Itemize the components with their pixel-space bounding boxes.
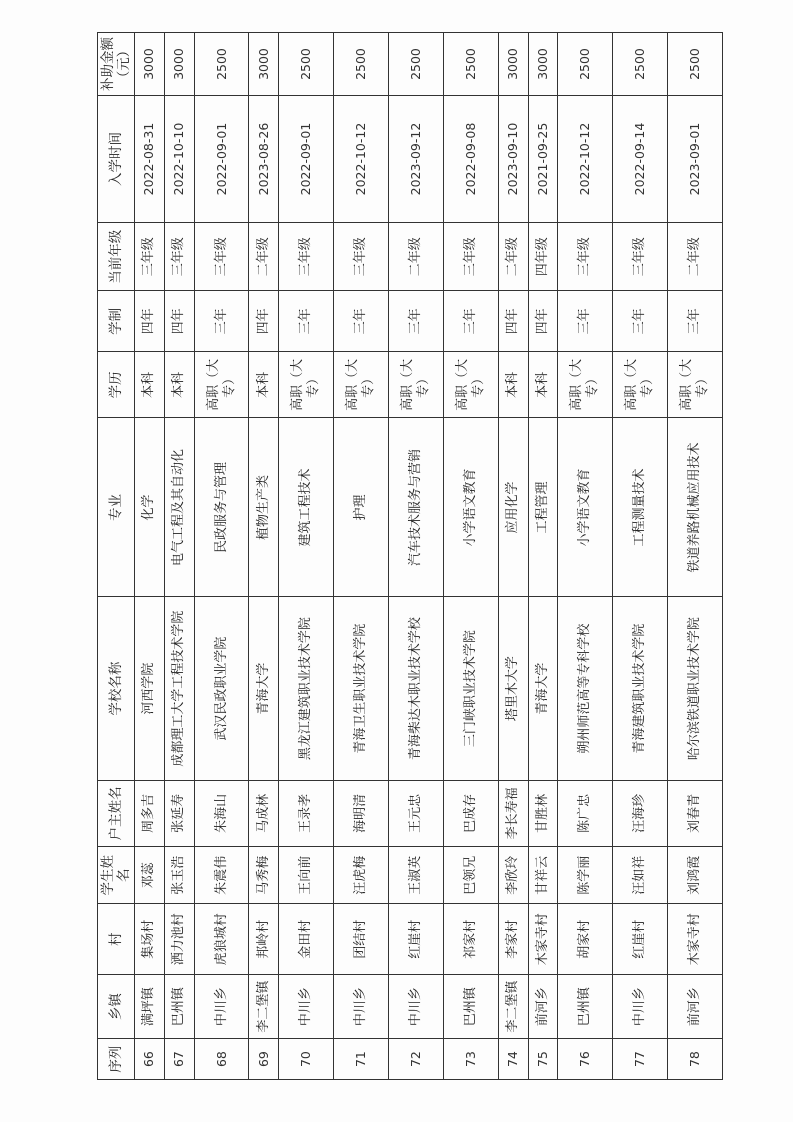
cell-householder-name: 王元忠 xyxy=(388,780,443,846)
cell-current-grade: 三年级 xyxy=(135,223,165,291)
cell-education: 高职（大专） xyxy=(388,352,443,418)
cell-student-name: 朱震伟 xyxy=(194,847,249,904)
cell-enroll-date: 2022-09-14 xyxy=(613,96,668,223)
cell-subsidy-amount: 2500 xyxy=(443,33,498,96)
cell-education: 高职（大专） xyxy=(334,352,389,418)
cell-enroll-date: 2023-09-12 xyxy=(388,96,443,223)
table-row xyxy=(194,33,249,1080)
cell-subsidy-amount: 3000 xyxy=(498,33,528,96)
cell-town: 李二堡镇 xyxy=(249,975,279,1039)
cell-student-name: 王向前 xyxy=(279,847,334,904)
cell-seq: 73 xyxy=(443,1039,498,1080)
header-town: 乡镇 xyxy=(98,975,135,1039)
cell-enroll-date: 2022-09-01 xyxy=(194,96,249,223)
cell-current-grade: 二年级 xyxy=(388,223,443,291)
cell-village: 祁家村 xyxy=(443,904,498,975)
header-program-length: 学制 xyxy=(98,291,135,352)
cell-current-grade: 四年级 xyxy=(528,223,558,291)
cell-school-name: 青海建筑职业技术学院 xyxy=(613,597,668,780)
cell-major: 小学语文教育 xyxy=(558,418,613,597)
cell-current-grade: 三年级 xyxy=(194,223,249,291)
cell-school-name: 青海卫生职业技术学院 xyxy=(334,597,389,780)
cell-town: 前河乡 xyxy=(668,975,723,1039)
cell-town: 前河乡 xyxy=(528,975,558,1039)
cell-seq: 69 xyxy=(249,1039,279,1080)
cell-enroll-date: 2023-08-26 xyxy=(249,96,279,223)
cell-householder-name: 刘春青 xyxy=(668,780,723,846)
cell-current-grade: 三年级 xyxy=(558,223,613,291)
cell-householder-name: 汪海珍 xyxy=(613,780,668,846)
cell-education: 高职（大专） xyxy=(558,352,613,418)
cell-major: 铁道养路机械应用技术 xyxy=(668,418,723,597)
cell-major: 应用化学 xyxy=(498,418,528,597)
cell-major: 电气工程及其自动化 xyxy=(164,418,194,597)
cell-education: 高职（大专） xyxy=(194,352,249,418)
cell-village: 金田村 xyxy=(279,904,334,975)
cell-town: 中川乡 xyxy=(279,975,334,1039)
cell-seq: 72 xyxy=(388,1039,443,1080)
cell-town: 中川乡 xyxy=(388,975,443,1039)
cell-enroll-date: 2022-09-01 xyxy=(279,96,334,223)
cell-major: 汽车技术服务与营销 xyxy=(388,418,443,597)
table-row xyxy=(164,33,194,1080)
table-row xyxy=(613,33,668,1080)
cell-school-name: 黑龙江建筑职业技术学院 xyxy=(279,597,334,780)
table-row xyxy=(249,33,279,1080)
cell-enroll-date: 2022-08-31 xyxy=(135,96,165,223)
cell-subsidy-amount: 3000 xyxy=(528,33,558,96)
cell-subsidy-amount: 2500 xyxy=(668,33,723,96)
cell-student-name: 张玉浩 xyxy=(164,847,194,904)
cell-village: 李家村 xyxy=(498,904,528,975)
cell-major: 工程测量技术 xyxy=(613,418,668,597)
table-row xyxy=(388,33,443,1080)
cell-major: 民政服务与管理 xyxy=(194,418,249,597)
cell-seq: 68 xyxy=(194,1039,249,1080)
header-row xyxy=(98,33,135,1080)
table-row xyxy=(443,33,498,1080)
cell-student-name: 邓蕊 xyxy=(135,847,165,904)
cell-student-name: 王淑英 xyxy=(388,847,443,904)
cell-education: 本科 xyxy=(164,352,194,418)
cell-seq: 78 xyxy=(668,1039,723,1080)
cell-major: 工程管理 xyxy=(528,418,558,597)
cell-town: 巴州镇 xyxy=(558,975,613,1039)
cell-householder-name: 朱海山 xyxy=(194,780,249,846)
cell-village: 红崖村 xyxy=(388,904,443,975)
cell-program-length: 三年 xyxy=(279,291,334,352)
cell-education: 高职（大专） xyxy=(279,352,334,418)
cell-householder-name: 陈广忠 xyxy=(558,780,613,846)
cell-village: 虎狼城村 xyxy=(194,904,249,975)
cell-village: 胡家村 xyxy=(558,904,613,975)
cell-current-grade: 三年级 xyxy=(613,223,668,291)
cell-program-length: 四年 xyxy=(164,291,194,352)
cell-student-name: 巴领兄 xyxy=(443,847,498,904)
cell-student-name: 刘鸿霞 xyxy=(668,847,723,904)
cell-school-name: 哈尔滨铁道职业技术学院 xyxy=(668,597,723,780)
cell-program-length: 三年 xyxy=(443,291,498,352)
cell-town: 中川乡 xyxy=(334,975,389,1039)
cell-seq: 74 xyxy=(498,1039,528,1080)
cell-education: 高职（大专） xyxy=(443,352,498,418)
cell-subsidy-amount: 3000 xyxy=(249,33,279,96)
cell-current-grade: 三年级 xyxy=(164,223,194,291)
table-row xyxy=(528,33,558,1080)
cell-village: 邦岭村 xyxy=(249,904,279,975)
cell-enroll-date: 2022-10-12 xyxy=(558,96,613,223)
cell-subsidy-amount: 3000 xyxy=(135,33,165,96)
table-row xyxy=(558,33,613,1080)
cell-program-length: 三年 xyxy=(668,291,723,352)
header-education: 学历 xyxy=(98,352,135,418)
cell-school-name: 青海柴达木职业技术学校 xyxy=(388,597,443,780)
cell-subsidy-amount: 2500 xyxy=(613,33,668,96)
cell-village: 红崖村 xyxy=(613,904,668,975)
cell-program-length: 三年 xyxy=(334,291,389,352)
cell-town: 中川乡 xyxy=(194,975,249,1039)
cell-program-length: 三年 xyxy=(613,291,668,352)
cell-seq: 75 xyxy=(528,1039,558,1080)
header-current-grade: 当前年级 xyxy=(98,223,135,291)
cell-student-name: 汪如祥 xyxy=(613,847,668,904)
header-school-name: 学校名称 xyxy=(98,597,135,780)
cell-education: 本科 xyxy=(498,352,528,418)
header-seq: 序列 xyxy=(98,1039,135,1080)
cell-subsidy-amount: 3000 xyxy=(164,33,194,96)
cell-householder-name: 周多吉 xyxy=(135,780,165,846)
cell-seq: 71 xyxy=(334,1039,389,1080)
cell-current-grade: 二年级 xyxy=(668,223,723,291)
cell-householder-name: 海明清 xyxy=(334,780,389,846)
table-row xyxy=(135,33,165,1080)
table-row xyxy=(668,33,723,1080)
cell-program-length: 四年 xyxy=(249,291,279,352)
cell-current-grade: 三年级 xyxy=(443,223,498,291)
table-row xyxy=(279,33,334,1080)
cell-village: 洒力池村 xyxy=(164,904,194,975)
cell-major: 植物生产类 xyxy=(249,418,279,597)
cell-current-grade: 三年级 xyxy=(279,223,334,291)
cell-householder-name: 李长寿福 xyxy=(498,780,528,846)
cell-school-name: 塔里木大学 xyxy=(498,597,528,780)
cell-student-name: 马秀梅 xyxy=(249,847,279,904)
cell-town: 李二堡镇 xyxy=(498,975,528,1039)
cell-student-name: 陈学丽 xyxy=(558,847,613,904)
cell-enroll-date: 2023-09-10 xyxy=(498,96,528,223)
cell-town: 中川乡 xyxy=(613,975,668,1039)
cell-enroll-date: 2022-09-08 xyxy=(443,96,498,223)
table-row xyxy=(334,33,389,1080)
cell-major: 建筑工程技术 xyxy=(279,418,334,597)
cell-village: 团结村 xyxy=(334,904,389,975)
cell-school-name: 武汉民政职业学院 xyxy=(194,597,249,780)
cell-subsidy-amount: 2500 xyxy=(388,33,443,96)
subsidy-table xyxy=(97,32,723,1080)
cell-town: 巴州镇 xyxy=(164,975,194,1039)
cell-major: 化学 xyxy=(135,418,165,597)
cell-enroll-date: 2022-10-10 xyxy=(164,96,194,223)
cell-subsidy-amount: 2500 xyxy=(334,33,389,96)
cell-householder-name: 巴成存 xyxy=(443,780,498,846)
cell-subsidy-amount: 2500 xyxy=(558,33,613,96)
cell-town: 巴州镇 xyxy=(443,975,498,1039)
cell-village: 集场村 xyxy=(135,904,165,975)
cell-enroll-date: 2023-09-01 xyxy=(668,96,723,223)
table-row xyxy=(498,33,528,1080)
cell-seq: 77 xyxy=(613,1039,668,1080)
cell-education: 本科 xyxy=(135,352,165,418)
header-major: 专业 xyxy=(98,418,135,597)
cell-householder-name: 王录孝 xyxy=(279,780,334,846)
cell-program-length: 四年 xyxy=(135,291,165,352)
cell-school-name: 成都理工大学工程技术学院 xyxy=(164,597,194,780)
cell-program-length: 三年 xyxy=(388,291,443,352)
cell-householder-name: 甘胜林 xyxy=(528,780,558,846)
cell-education: 本科 xyxy=(249,352,279,418)
table-body xyxy=(135,33,723,1080)
cell-village: 木家寺村 xyxy=(668,904,723,975)
cell-village: 木家寺村 xyxy=(528,904,558,975)
cell-major: 护理 xyxy=(334,418,389,597)
cell-school-name: 青海大学 xyxy=(528,597,558,780)
cell-town: 满坪镇 xyxy=(135,975,165,1039)
cell-seq: 76 xyxy=(558,1039,613,1080)
cell-current-grade: 二年级 xyxy=(249,223,279,291)
cell-school-name: 青海大学 xyxy=(249,597,279,780)
cell-enroll-date: 2022-10-12 xyxy=(334,96,389,223)
cell-school-name: 三门峡职业技术学院 xyxy=(443,597,498,780)
cell-education: 本科 xyxy=(528,352,558,418)
cell-major: 小学语文教育 xyxy=(443,418,498,597)
cell-school-name: 河西学院 xyxy=(135,597,165,780)
header-student-name: 学生姓名 xyxy=(98,847,135,904)
cell-student-name: 甘祥云 xyxy=(528,847,558,904)
cell-student-name: 李欣玲 xyxy=(498,847,528,904)
cell-school-name: 朔州师范高等专科学校 xyxy=(558,597,613,780)
cell-current-grade: 三年级 xyxy=(334,223,389,291)
rotated-table-container xyxy=(97,32,723,1080)
cell-program-length: 三年 xyxy=(558,291,613,352)
cell-seq: 67 xyxy=(164,1039,194,1080)
header-enroll-date: 入学时间 xyxy=(98,96,135,223)
cell-student-name: 汪虎梅 xyxy=(334,847,389,904)
cell-education: 高职（大专） xyxy=(668,352,723,418)
cell-seq: 70 xyxy=(279,1039,334,1080)
cell-enroll-date: 2021-09-25 xyxy=(528,96,558,223)
cell-program-length: 四年 xyxy=(528,291,558,352)
header-householder-name: 户主姓名 xyxy=(98,780,135,846)
cell-subsidy-amount: 2500 xyxy=(194,33,249,96)
cell-current-grade: 二年级 xyxy=(498,223,528,291)
header-village: 村 xyxy=(98,904,135,975)
cell-householder-name: 张延寿 xyxy=(164,780,194,846)
header-subsidy-amount: 补助金额（元） xyxy=(98,33,135,96)
cell-householder-name: 马成林 xyxy=(249,780,279,846)
cell-education: 高职（大专） xyxy=(613,352,668,418)
cell-seq: 66 xyxy=(135,1039,165,1080)
cell-program-length: 三年 xyxy=(194,291,249,352)
cell-program-length: 四年 xyxy=(498,291,528,352)
cell-subsidy-amount: 2500 xyxy=(279,33,334,96)
